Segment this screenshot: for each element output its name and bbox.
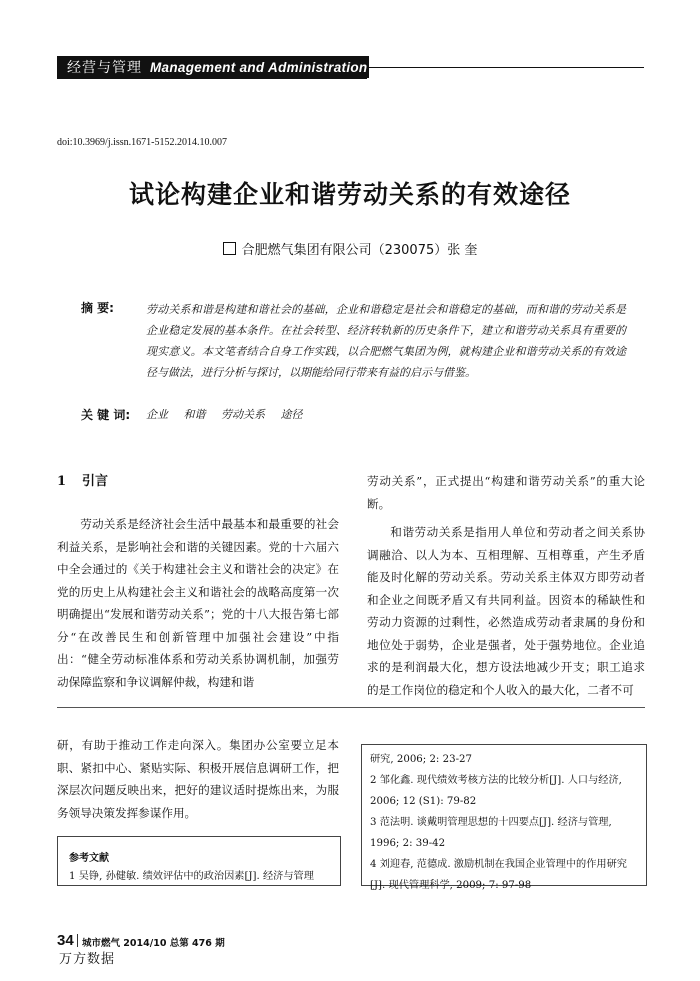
keyword: 途径 — [280, 408, 303, 421]
doi: doi:10.3969/j.issn.1671-5152.2014.10.007 — [57, 137, 228, 148]
keyword: 劳动关系 — [221, 408, 265, 421]
header-rule — [367, 67, 644, 68]
paragraph: 劳动关系是经济社会生活中最基本和最重要的社会利益关系，是影响社会和谐的关键因素。党的十六届六中全会通过的《关于构建社会主义和谐社会的决定》在党的历史上从构建社会主义和谐社会的战略高度第一次明确提出“发展和谐劳动关系”；党的十八大报告第七部分“在改善民生和创新管理中加强社会建设”中指出：“健全劳动标准体系和劳动关系协调机制，加强劳动保障监察和争议调解仲裁，构建和谐 — [57, 517, 339, 689]
section-heading — [57, 470, 108, 489]
references-box-left — [57, 836, 341, 886]
author-text: 合肥燃气集团有限公司（230075）张 奎 — [241, 243, 478, 258]
continuation-text — [57, 734, 339, 824]
section-banner — [57, 56, 369, 78]
keywords — [146, 406, 315, 422]
left-column — [57, 513, 339, 693]
author-line — [0, 239, 700, 258]
paragraph: 劳动关系”，正式提出“构建和谐劳动关系”的重大论断。 — [367, 474, 645, 511]
header-rule-under — [57, 78, 367, 79]
keyword: 企业 — [146, 408, 168, 421]
paragraph: 研，有助于推动工作走向深入。集团办公室要立足本职、紧扣中心、紧贴实际、积极开展信息调研工作，把深层次问题反映出来，把好的建议适时提炼出来，为服务领导决策发挥参谋作用。 — [57, 738, 339, 820]
section-heading-text: 引言 — [82, 474, 109, 489]
divider — [57, 707, 645, 708]
section-number: 1 — [57, 474, 67, 489]
abstract-text: 劳动关系和谐是构建和谐社会的基础，企业和谐稳定是社会和谐稳定的基础，而和谐的劳动关系是企业稳定发展的基本条件。在社会转型、经济转轨新的历史条件下，建立和谐劳动关系具有重要的现实意义。本文笔者结合自身工作实践，以合肥燃气集团为例，就构建企业和谐劳动关系的有效途径与做法，进行分析与探讨，以期能给同行带来有益的启示与借鉴。 — [146, 303, 626, 379]
square-icon — [223, 242, 236, 255]
references-box-right — [361, 744, 647, 891]
references-list — [370, 749, 640, 896]
reference-item: 研究, 2006; 2: 23-27 — [370, 754, 472, 765]
reference-item: 4 刘迎春, 范德成. 激励机制在我国企业管理中的作用研究[J]. 现代管理科学, 2009; 7: 97-98 — [370, 859, 627, 891]
page-number: 34 — [57, 932, 74, 949]
reference-item: 3 范法明. 谈戴明管理思想的十四要点[J]. 经济与管理, 1996; 2: 39-42 — [370, 817, 612, 849]
paragraph: 和谐劳动关系是指用人单位和劳动者之间关系协调融洽、以人为本、互相理解、互相尊重，产生矛盾能及时化解的劳动关系。劳动关系主体双方即劳动者和企业之间既矛盾又有共同利益。因资本的稀缺性和劳动力资源的过剩性，必然造成劳动者隶属的身份和地位处于弱势，企业是强者，处于强势地位。企业追求的是利润最大化，想方设法地减少开支；职工追求的是工作岗位的稳定和个人收入的最大化，二者不可 — [367, 525, 645, 697]
watermark: 万方数据 — [59, 952, 116, 967]
article-title: 试论构建企业和谐劳动关系的有效途径 — [128, 180, 571, 209]
section-title-en: Management and Administration — [150, 59, 368, 75]
section-title-cn: 经营与管理 — [67, 60, 142, 76]
abstract-label: 摘 要: — [81, 301, 114, 315]
reference-item: 2 邹化鑫. 现代绩效考核方法的比较分析[J]. 人口与经济, 2006; 12 (S1): 79-82 — [370, 775, 622, 807]
keywords-label: 关 键 词: — [81, 408, 131, 422]
footer-separator — [77, 934, 78, 947]
references-title: 参考文献 — [69, 853, 109, 864]
keyword: 和谐 — [183, 408, 206, 421]
reference-item: 1 吴铮, 孙健敏. 绩效评估中的政治因素[J]. 经济与管理 — [69, 871, 314, 882]
right-column — [367, 470, 645, 701]
journal-info: 城市燃气 2014/10 总第 476 期 — [82, 938, 225, 949]
